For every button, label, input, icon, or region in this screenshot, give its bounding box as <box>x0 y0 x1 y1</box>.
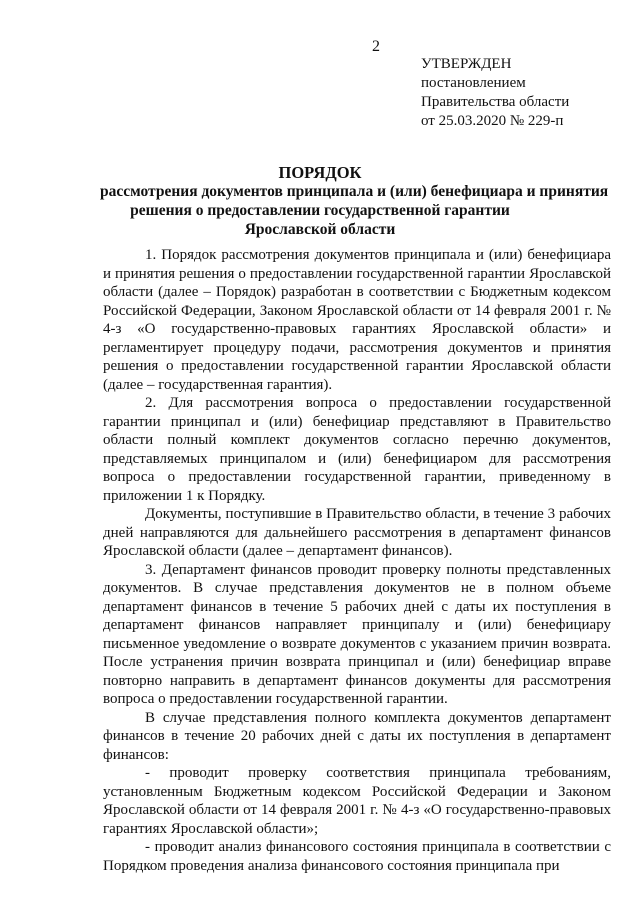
title-line: Ярославской области <box>244 221 396 238</box>
paragraph: 3. Департамент финансов проводит проверку полноты представленных документов. В случае представления документов не в полном объеме департамент финансов в течение 5 рабочих дней с даты их поступления в департамент финансов направляет принципалу и (или) бенефициару письменное уведомление о возврате документов с указанием причин возврата. После устранения причин возврата принципал и (или) бенефициар вправе повторно направить в департамент финансов документы для рассмотрения вопроса о предоставлении государственной гарантии. <box>103 561 611 707</box>
document-title <box>100 163 609 239</box>
paragraph: - проводит проверку соответствия принципала требованиям, установленным Бюджетным кодексом Российской Федерации и Законом Ярославской области от 14 февраля 2001 г. № 4-з «О государственно-правовых гарантиях Ярославской области»; <box>103 765 611 837</box>
paragraph: - проводит анализ финансового состояния принципала в соответствии с Порядком проведения анализа финансового состояния принципала при <box>103 839 611 874</box>
approval-line: Правительства области <box>421 94 570 110</box>
title-main: ПОРЯДОК <box>278 163 362 182</box>
approval-line: УТВЕРЖДЕН <box>421 56 512 72</box>
document-body <box>103 246 611 875</box>
paragraph: 1. Порядок рассмотрения документов принципала и (или) бенефициара и принятия решения о предоставлении государственной гарантии Ярославской области (далее – Порядок) разработан в соответствии с Бюджетным кодексом Российской Федерации, Законом Ярославской области от 14 февраля 2001 г. № 4-з «О государственно-правовых гарантиях Ярославской области» и регламентирует процедуру подачи, рассмотрения документов и принятия решения о предоставлении государственной гарантии Ярославской области (далее – государственная гарантия). <box>103 247 611 393</box>
paragraph: 2. Для рассмотрения вопроса о предоставлении государственной гарантии принципал и (или) бенефициар представляют в Правительство области полный комплект документов согласно перечню документов, представляемых принципалом и (или) бенефициаром для рассмотрения вопроса о предоставлении государственной гарантии, приведенному в приложении 1 к Порядку. <box>103 395 611 504</box>
paragraph: Документы, поступившие в Правительство области, в течение 3 рабочих дней направляются для дальнейшего рассмотрения в департамент финансов Ярославской области (далее – департамент финансов). <box>103 506 611 559</box>
approval-line: постановлением <box>421 75 526 91</box>
paragraph: В случае представления полного комплекта документов департамент финансов в течение 20 рабочих дней с даты их поступления в департамент финансов: <box>103 709 611 763</box>
title-line: решения о предоставлении государственной гарантии <box>130 202 510 219</box>
page-number: 2 <box>372 38 380 55</box>
title-line: рассмотрения документов принципала и (или) бенефициара и принятия <box>100 183 609 200</box>
approval-stamp <box>421 55 569 131</box>
approval-line: от 25.03.2020 № 229-п <box>421 113 564 129</box>
